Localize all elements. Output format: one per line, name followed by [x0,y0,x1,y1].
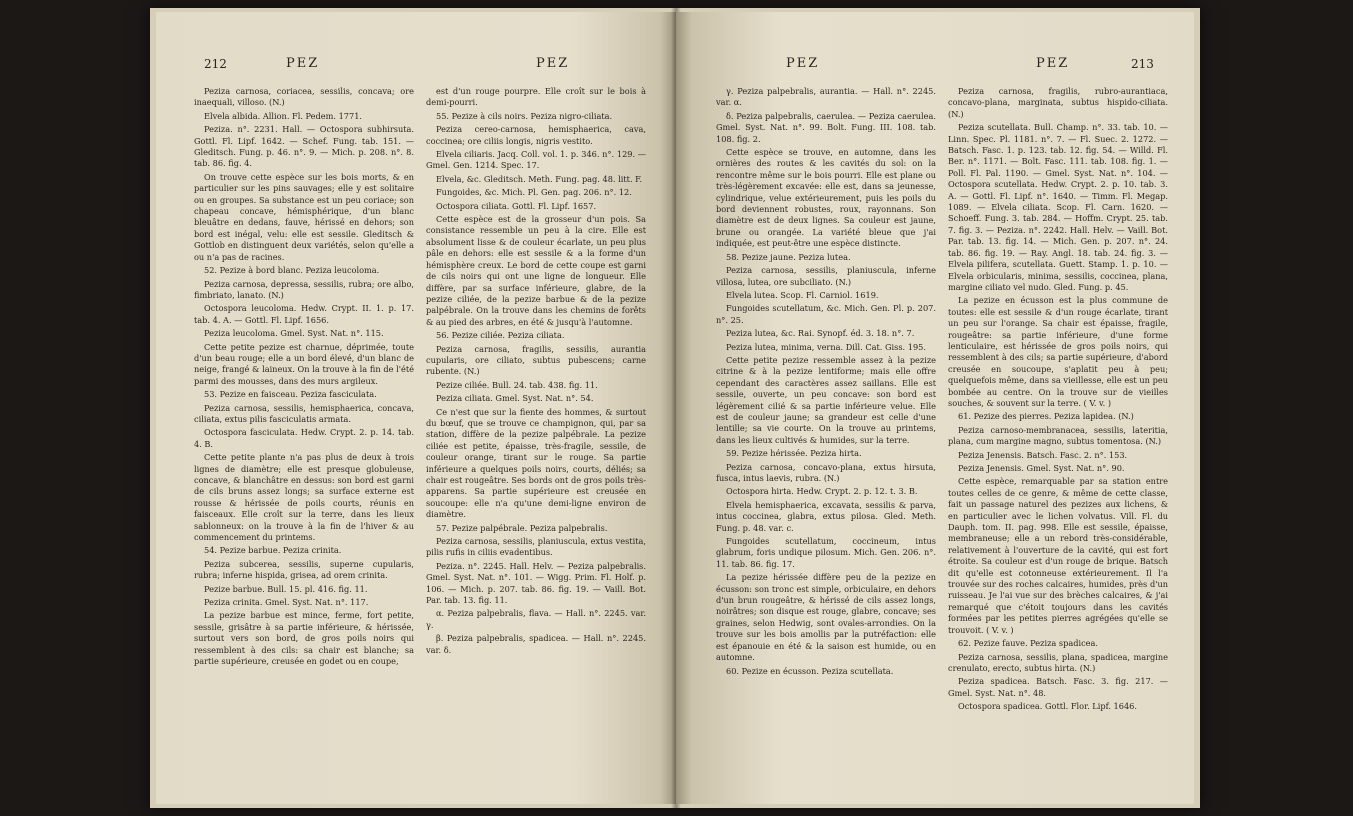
paragraph: 54. Pezize barbue. Peziza crinita. [204,545,342,556]
paragraph: est d'un rouge pourpre. Elle croît sur le bois à demi-pourri. [426,86,646,108]
running-header-left: PEZ [286,56,320,71]
paragraph: On trouve cette espèce sur les bois morts, & en particulier sur les pins sauvages; elle y est solitaire ou en groupes. Sa substance est un peu coriace; son chapeau concave, hémisphérique, d'un blanc bleuâtre en dedans, fauve, hérissé en dehors; son bord est inégal, velu: elle est sessile. Gleditsch & Gottlob en distinguent deux variétés, selon qu'elle a ou n'a pas de racines. [194,171,414,262]
paragraph: 52. Pezize à bord blanc. Peziza leucoloma. [204,265,380,276]
running-header-left: PEZ [786,56,820,71]
paragraph: Octospora hirta. Hedw. Crypt. 2. p. 12. t. 3. B. [726,486,918,497]
paragraph: δ. Peziza palpebralis, caerulea. — Peziza caerulea. Gmel. Syst. Nat. n°. 99. Bolt. Fung. III. 108. tab. 108. fig. 2. [716,110,936,144]
paragraph: Peziza lutea, &c. Rai. Synopf. éd. 3. 18. n°. 7. [726,328,915,339]
paragraph: Peziza carnosa, fragilis, rubro-aurantiaca, concavo-plana, marginata, subtus hispido-ciliata. (N.) [948,86,1168,119]
paragraph: Pezize barbue. Bull. 15. pl. 416. fig. 11. [204,583,368,594]
paragraph: Peziza leucoloma. Gmel. Syst. Nat. n°. 115. [204,328,384,339]
paragraph: 61. Pezize des pierres. Peziza lapidea. (N.) [958,411,1134,422]
paragraph: Peziza Jenensis. Batsch. Fasc. 2. n°. 153. [958,449,1128,460]
right-page [676,12,1194,804]
open-book [150,8,1200,808]
paragraph: Octospora fasciculata. Hedw. Crypt. 2. p. 14. tab. 4. B. [194,427,414,449]
paragraph: β. Peziza palpebralis, spadicea. — Hall. n°. 2245. var. δ. [426,633,646,655]
paragraph: Cette petite pezize est charnue, déprimée, toute d'un beau rouge; elle a un bord élevé, d'un blanc de neige, frangé & laineux. On la trouve à la fin de l'été parmi des mousses, dans des murs argileux. [194,341,414,386]
paragraph: Peziza carnosa, sessilis, plana, spadicea, margine crenulato, erecto, subtus hirta. (N.) [948,651,1168,673]
text-column-2 [426,86,646,796]
text-column-2 [948,86,1168,796]
paragraph: Fungoides scutellatum, coccineum, intus glabrum, foris undique pilosum. Mich. Gen. 206. n°. 11. tab. 86. fig. 17. [716,536,936,569]
paragraph: Elvela hemisphaerica, excavata, sessilis & parva, intus coccinea, glabra, extus pilosa. Gled. Meth. Fung. p. 48. var. c. [716,499,936,533]
paragraph: 59. Pezize hérissée. Peziza hirta. [726,448,862,459]
paragraph: Cette petite pezize ressemble assez à la pezize citrine & à la pezize lentiforme; mais elle offre cependant des caractères assez saillans. Elle est sessile, ouverte, un peu concave: son bord est légèrement cilié & sa partie inférieure velue. Elle est de couleur jaune; sa grandeur est celle d'une lentille; sa vie courte. On la trouve au printems, dans les lieux cultivés & humides, sur la terre. [716,354,936,445]
text-column-1 [194,86,414,796]
paragraph: 56. Pezize ciliée. Peziza ciliata. [436,330,565,341]
paragraph: Pezize ciliée. Bull. 24. tab. 438. fig. 11. [436,379,598,390]
paragraph: Octospora ciliata. Gottl. Fl. Lipf. 1657. [436,200,597,211]
paragraph: La pezize en écusson est la plus commune de toutes: elle est sessile & d'un rouge écarlate, tirant un peu sur l'orange. Sa chair est épaisse, fragile, rougeâtre: sa partie inférieure, d'une forme lenticulaire, est hérissée de gros poils noirs, qui ressemblent à des cils; sa partie supérieure, d'abord creusée en soucoupe, s'aplatit peu à peu; quelquefois même, dans sa vieillesse, elle est un peu bombée au centre. On la trouve sur de vieilles souches, & souvent sur la terre. ( V. v. ) [948,295,1168,408]
running-header-right: PEZ [536,56,570,71]
paragraph: Peziza cereo-carnosa, hemisphaerica, cava, coccinea; ore ciliis longis, nigris vestito. [426,124,646,146]
paragraph: La pezize barbue est mince, ferme, fort petite, sessile, grisâtre à sa partie inférieure, & hérissée, surtout vers son bord, de gros poils noirs qui ressemblent à des cils: sa chair est blanche; sa partie supérieure, creusée en godet ou en coupe, [194,610,414,667]
paragraph: Cette espèce se trouve, en automne, dans les ornières des routes & les cavités du sol: on la rencontre même sur le bois pourri. Elle est plane ou très-légèrement excavée: elle est, dans sa jeunesse, cylindrique, velue extérieurement, puis les poils du bord deviennent robustes, roux, rayonnans. Son diamètre est de deux lignes. Sa couleur est jaune, brune ou orangée. La variété bleue que j'ai indiquée, est peut-être une espèce distincte. [716,147,936,249]
paragraph: γ. Peziza palpebralis, aurantia. — Hall. n°. 2245. var. α. [716,86,936,108]
paragraph: Cette espèce, remarquable par sa station entre toutes celles de ce genre, & même de cette classe, fait un passage naturel des pezizes aux lichens, & en particulier avec le lichen volvatus. Vill. Fl. du Dauph. tom. II. pag. 998. Elle est sessile, épaisse, membraneuse; elle a un rebord très-considérable, relativement à l'ouverture de la cavité, qui est fort étroite. Sa couleur est d'un rouge de brique. Batsch dit qu'elle est cotonneuse extérieurement. Il l'a trouvée sur des roches calcaires, humides, près d'un ruisseau. Je l'ai vue sur des brèches calcaires, & j'ai remarqué que c'étoit toujours dans les cavités formées par les petites pierres agrégées qu'elle se trouvoit. ( V. v. ) [948,476,1168,635]
paragraph: Elvela ciliaris. Jacq. Coll. vol. 1. p. 346. n°. 129. — Gmel. Gen. 1214. Spec. 17. [426,149,646,171]
paragraph: Peziza spadicea. Batsch. Fasc. 3. fig. 217. — Gmel. Syst. Nat. n°. 48. [948,676,1168,698]
paragraph: 58. Pezize jaune. Peziza lutea. [726,251,851,262]
paragraph: 55. Pezize à cils noirs. Peziza nigro-ciliata. [436,110,613,121]
paragraph: La pezize hérissée diffère peu de la pezize en écusson: son tronc est simple, orbiculaire, en dehors d'un brun rougeâtre, & hérissé de cils assez longs, noirâtres; son disque est rouge, glabre, concave; ses graines, selon Hedwig, sont ovales-arrondies. On la trouve sur les bois amollis par la putréfaction: elle est épanouie en été & la saison est humide, ou en automne. [716,572,936,663]
paragraph: Elvela albida. Allion. Fl. Pedem. 1771. [204,110,363,121]
paragraph: Peziza carnosa, sessilis, hemisphaerica, concava, ciliata, extus pilis fasciculatis armata. [194,402,414,424]
paragraph: Peziza carnosa, fragilis, sessilis, aurantia cupularis, ore ciliato, subtus pubescens; carne rubente. (N.) [426,343,646,377]
paragraph: Elvela, &c. Gleditsch. Meth. Fung. pag. 48. litt. F. [436,173,643,184]
paragraph: Octospora spadicea. Gottl. Flor. Lipf. 1646. [958,701,1137,712]
paragraph: Peziza carnosa, sessilis, planiuscula, extus vestita, pilis rufis in ciliis evadentibus. [426,536,646,558]
paragraph: 60. Pezize en écusson. Peziza scutellata. [726,665,894,676]
paragraph: α. Peziza palpebralis, flava. — Hall. n°. 2245. var. γ. [426,608,646,630]
paragraph: Peziza. n°. 2231. Hall. — Octospora subhirsuta. Gottl. Fl. Lipf. 1642. — Schef. Fung. tab. 151. — Gleditsch. Fung. p. 46. n°. 9. — Mich. p. 208. n°. 8. tab. 86. fig. 4. [194,124,414,169]
paragraph: 57. Pezize palpébrale. Peziza palpebralis. [436,522,608,533]
paragraph: Peziza carnoso-membranacea, sessilis, lateritia, plana, cum margine magno, subtus tomentosa. (N.) [948,424,1168,447]
paragraph: Fungoides scutellatum, &c. Mich. Gen. Pl. p. 207. n°. 25. [716,303,936,325]
paragraph: Peziza crinita. Gmel. Syst. Nat. n°. 117. [204,597,369,608]
paragraph: Peziza carnosa, sessilis, planiuscula, inferne villosa, lutea, ore subciliato. (N.) [716,265,936,287]
paragraph: Cette petite plante n'a pas plus de deux à trois lignes de diamètre; elle est presque globuleuse, concave, & blanchâtre en dessus: son bord est garni de cils bruns assez longs; sa surface externe est rousse & hérissée de poils courts, réunis en faisceaux. Elle croît sur la terre, dans les lieux sablonneux: on la trouve à la fin de l'hiver & au commencement du printems. [194,452,414,543]
text-column-1 [716,86,936,796]
paragraph: Peziza carnosa, coriacea, sessilis, concava; ore inaequali, villoso. (N.) [194,86,414,108]
paragraph: Ce n'est que sur la fiente des hommes, & surtout du bœuf, que se trouve ce champignon, qui, par sa station, diffère de la pezize palpébrale. La pezize ciliée est petite, épaisse, très-fragile, sessile, de couleur orange, tirant sur le rouge. Sa partie inférieure a quelques poils noirs, courts, déliés; sa chair est rougeâtre. Ses bords ont de gros poils très-apparens. Sa partie supérieure est creusée en soucoupe: elle n'a qu'une demi-ligne environ de diamètre. [426,406,646,520]
paragraph: Fungoides, &c. Mich. Pl. Gen. pag. 206. n°. 12. [436,187,632,198]
paragraph: 62. Pezize fauve. Peziza spadicea. [958,638,1098,649]
paragraph: 53. Pezize en faisceau. Peziza fasciculata. [204,389,377,400]
paragraph: Peziza lutea, minima, verna. Dill. Cat. Giss. 195. [726,341,926,352]
paragraph: Peziza carnosa, concavo-plana, extus hirsuta, fusca, intus laevis, rubra. (N.) [716,461,936,483]
running-header-right: PEZ [1036,56,1070,71]
page-number: 213 [1131,57,1154,71]
paragraph: Peziza. n°. 2245. Hall. Helv. — Peziza palpebralis. Gmel. Syst. Nat. n°. 101. — Wigg. Prim. Fl. Holf. p. 106. — Mich. p. 207. tab. 86. fig. 19. — Vaill. Bot. Par. tab. 13. fig. 11. [426,560,646,606]
paragraph: Octospora leucoloma. Hedw. Crypt. II. 1. p. 17. tab. 4. A. — Gottl. Fl. Lipf. 1656. [194,303,414,325]
paragraph: Peziza subcerea, sessilis, superne cupularis, rubra; inferne hispida, grisea, ad orem crinita. [194,558,414,581]
paragraph: Peziza carnosa, depressa, sessilis, rubra; ore albo, fimbriato, lanato. (N.) [194,278,414,300]
left-page [156,12,676,804]
paragraph: Peziza scutellata. Bull. Champ. n°. 33. tab. 10. — Linn. Spec. Pl. 1181. n°. 7. — Fl. Suec. 2. 1272. — Batsch. Fasc. 1. p. 123. tab. 12. fig. 54. — Willd. Fl. Ber. n°. 1171. — Bolt. Fasc. 111. tab. 108. fig. 1. — Poll. Fl. Pal. 1190. — Gmel. Syst. Nat. n°. 104. — Octospora scutellata. Hedw. Crypt. 2. p. 10. tab. 3. A. — Gottl. Fl. Lipf. n°. 1640. — Timm. Fl. Megap. 1089. — Elvela ciliata. Scop. Fl. Carn. 1620. — Schoeff. Fung. 3. tab. 284. — Hoffm. Crypt. 25. tab. 7. fig. 3. — Peziza. n°. 2242. Hall. Helv. — Vaill. Bot. Par. tab. 13. fig. 14. — Mich. Gen. p. 207. n°. 24. tab. 86. fig. 19. — Ray. Angl. 18. tab. 24. fig. 3. — Elvela pilifera, scutellata. Guett. Stamp. 1. p. 10. — Elvela orbicularis, minima, sessilis, coccinea, plana, margine ciliato vel nudo. Gled. Fung. p. 45. [948,122,1168,292]
paragraph: Peziza Jenensis. Gmel. Syst. Nat. n°. 90. [958,463,1125,473]
paragraph: Cette espèce est de la grosseur d'un pois. Sa consistance ressemble un peu à la cire. Elle est absolument lisse & de couleur écarlate, un peu plus pâle en dehors: elle est sessile & a la forme d'un hémisphère creux. Le bord de cette coupe est garni de cils noirs qui ont une ligne de longueur. Elle diffère, par sa surface inférieure, glabre, de la pezize ciliée, de la pezize barbue & de la pezize palpébrale. On la trouve dans les chemins de forêts & au pied des arbres, en été & jusqu'à l'automne. [426,214,646,327]
paragraph: Peziza ciliata. Gmel. Syst. Nat. n°. 54. [436,393,594,404]
page-number: 212 [204,57,227,71]
paragraph: Elvela lutea. Scop. Fl. Carniol. 1619. [726,289,879,300]
